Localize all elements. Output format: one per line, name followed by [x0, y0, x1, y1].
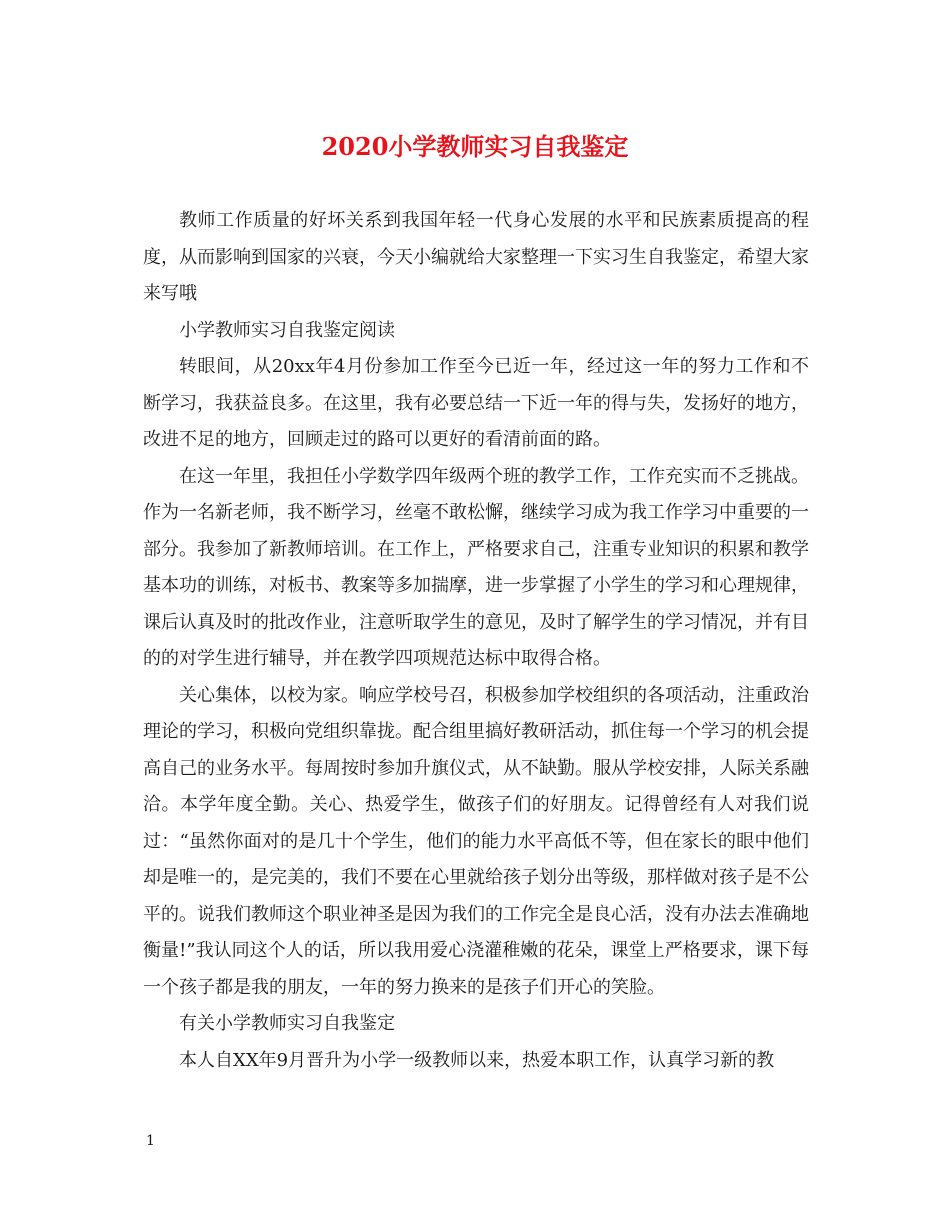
page-number: 1	[146, 1133, 155, 1149]
document-body	[143, 203, 809, 1079]
section-heading-related: 有关小学教师实习自我鉴定	[179, 1013, 395, 1034]
body-paragraph: 转眼间，从20xx年4月份参加工作至今已近一年，经过这一年的努力工作和不断学习，我获益良多。在这里，我有必要总结一下近一年的得与失，发扬好的地方，改进不足的地方，回顾走过的路可以更好的看清前面的路。	[143, 356, 809, 450]
body-paragraph: 在这一年里，我担任小学数学四年级两个班的教学工作，工作充实而不乏挑战。作为一名新老师，我不断学习，丝毫不敢松懈，继续学习成为我工作学习中重要的一部分。我参加了新教师培训。在工作上，严格要求自己，注重专业知识的积累和教学基本功的训练，对板书、教案等多加揣摩，进一步掌握了小学生的学习和心理规律，课后认真及时的批改作业，注意听取学生的意见，及时了解学生的学习情况，并有目的的对学生进行辅导，并在教学四项规范达标中取得合格。	[143, 465, 809, 669]
body-paragraph: 本人自XX年9月晋升为小学一级教师以来，热爱本职工作，认真学习新的教	[179, 1049, 775, 1071]
document-title: 2020小学教师实习自我鉴定	[321, 132, 629, 161]
body-paragraph: 关心集体，以校为家。响应学校号召，积极参加学校组织的各项活动，注重政治理论的学习，积极向党组织靠拢。配合组里搞好教研活动，抓住每一个学习的机会提高自己的业务水平。每周按时参加升旗仪式，从不缺勤。服从学校安排，人际关系融洽。本学年度全勤。关心、热爱学生，做孩子们的好朋友。记得曾经有人对我们说过：“虽然你面对的是几十个学生，他们的能力水平高低不等，但在家长的眼中他们却是唯一的，是完美的，我们不要在心里就给孩子划分出等级，那样做对孩子是不公平的。说我们教师这个职业神圣是因为我们的工作完全是良心活，没有办法去准确地衡量!”我认同这个人的话，所以我用爱心浇灌稚嫩的花朵，课堂上严格要求，课下每一个孩子都是我的朋友，一年的努力换来的是孩子们开心的笑脸。	[143, 684, 809, 998]
intro-paragraph: 教师工作质量的好坏关系到我国年轻一代身心发展的水平和民族素质提高的程度，从而影响到国家的兴衰，今天小编就给大家整理一下实习生自我鉴定，希望大家来写哦	[143, 210, 809, 304]
section-heading-reading: 小学教师实习自我鉴定阅读	[179, 319, 395, 341]
